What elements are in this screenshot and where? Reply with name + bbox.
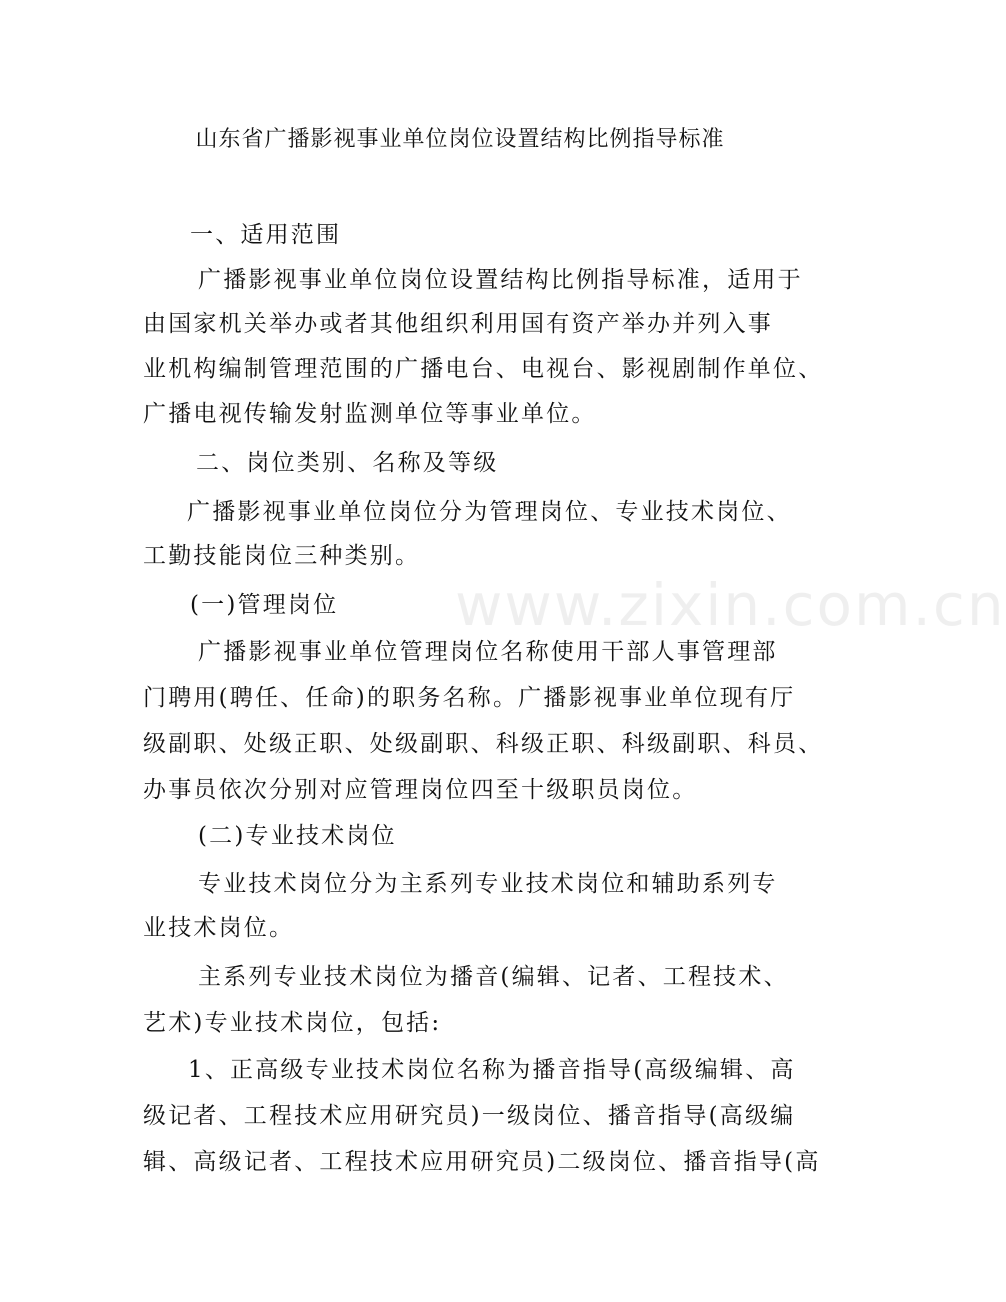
list-item-line: 级记者、工程技术应用研究员)一级岗位、播音指导(高级编 [143, 1103, 796, 1129]
subsection-heading-management: (一)管理岗位 [190, 592, 339, 618]
document-title: 山东省广播影视事业单位岗位设置结构比例指导标准 [195, 127, 725, 152]
paragraph-line: 门聘用(聘任、任命)的职务名称。广播影视事业单位现有厅 [143, 685, 796, 711]
paragraph-line: 广播影视事业单位管理岗位名称使用干部人事管理部 [198, 639, 778, 665]
section-heading-scope: 一、适用范围 [190, 222, 342, 248]
paragraph-line: 业技术岗位。 [143, 915, 295, 941]
paragraph-line: 广播电视传输发射监测单位等事业单位。 [143, 401, 597, 427]
paragraph-line: 由国家机关举办或者其他组织利用国有资产举办并列入事 [143, 311, 773, 337]
paragraph-line: 工勤技能岗位三种类别。 [143, 543, 421, 569]
watermark: www.zixin.com.cn [455, 571, 1006, 639]
list-item-line: 1、正高级专业技术岗位名称为播音指导(高级编辑、高 [188, 1057, 796, 1083]
paragraph-line: 主系列专业技术岗位为播音(编辑、记者、工程技术、 [198, 964, 789, 990]
paragraph-line: 办事员依次分别对应管理岗位四至十级职员岗位。 [143, 777, 698, 803]
paragraph-line: 广播影视事业单位岗位分为管理岗位、专业技术岗位、 [187, 499, 792, 525]
paragraph-line: 广播影视事业单位岗位设置结构比例指导标准，适用于 [198, 267, 803, 293]
paragraph-line: 艺术)专业技术岗位，包括: [143, 1010, 442, 1036]
subsection-heading-technical: (二)专业技术岗位 [198, 823, 397, 849]
paragraph-line: 级副职、处级正职、处级副职、科级正职、科级副职、科员、 [143, 731, 824, 757]
paragraph-line: 业机构编制管理范围的广播电台、电视台、影视剧制作单位、 [143, 356, 824, 382]
paragraph-line: 专业技术岗位分为主系列专业技术岗位和辅助系列专 [198, 871, 778, 897]
section-heading-categories: 二、岗位类别、名称及等级 [196, 450, 499, 476]
list-item-line: 辑、高级记者、工程技术应用研究员)二级岗位、播音指导(高 [143, 1149, 821, 1175]
